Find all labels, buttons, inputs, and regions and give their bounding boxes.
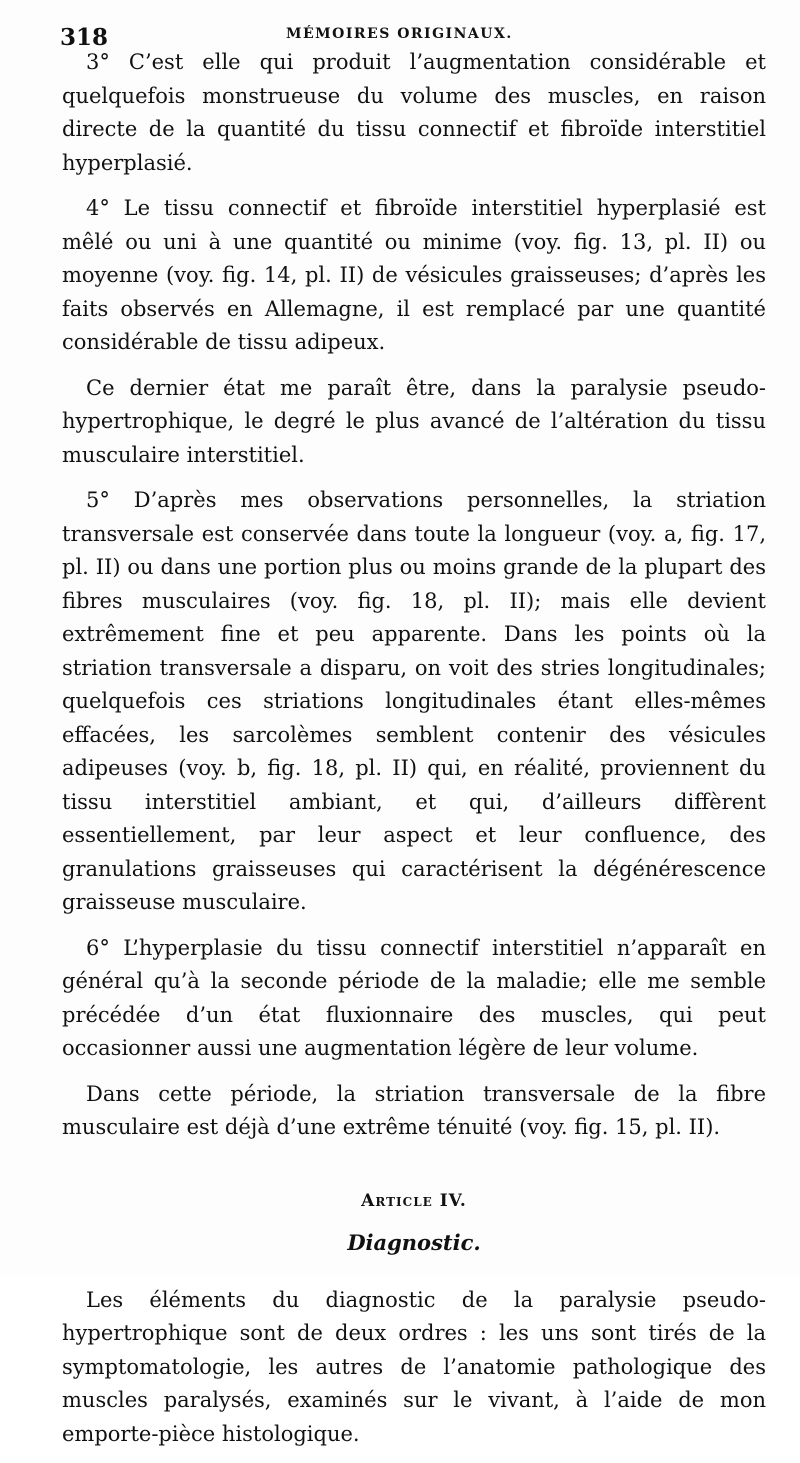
closing-paragraph: Les éléments du diagnostic de la paralysie pseudo-hypertrophique sont de deux ordres : les uns sont tirés de la symptomatologie, les autres de l’anatomie pathologique des muscles paralysés, examinés sur le vivant, à l’aide de mon emporte-pièce histologique. [62,1287,766,1446]
article-heading: Article IV. [361,1190,467,1211]
body-text [62,46,766,1463]
page-number: 318 [60,24,109,51]
paragraph-6: 6° L’hyperplasie du tissu connectif interstitiel n’apparaît en général qu’à la seconde période de la maladie; elle me semble précédée d’un état fluxionnaire des muscles, qui peut occasionner aussi une augmentation légère de leur volume. [62,935,766,1060]
paragraph-4: 4° Le tissu connectif et fibroïde interstitiel hyperplasié est mêlé ou uni à une quantité ou minime (voy. fig. 13, pl. II) ou moyenne (voy. fig. 14, pl. II) de vésicules graisseuses; d’après les faits observés en Allemagne, il est remplacé par une quantité considérable de tissu adipeux. [62,196,766,354]
paragraph-6-continued: Dans cette période, la striation transversale de la fibre musculaire est déjà d’une extrême ténuité (voy. fig. 15, pl. II). [62,1081,766,1139]
running-title: MÉMOIRES ORIGINAUX. [286,26,513,42]
paragraph-3: 3° C’est elle qui produit l’augmentation considérable et quelquefois monstrueuse du volume des muscles, en raison directe de la quantité du tissu connectif et fibroïde interstitiel hyperplasié. [62,50,766,175]
paragraph-4-continued: Ce dernier état me paraît être, dans la paralysie pseudo-hypertrophique, le degré le plus avancé de l’altération du tissu musculaire interstitiel. [62,375,766,467]
section-heading: Diagnostic. [347,1230,481,1255]
paragraph-5: 5° D’après mes observations personnelles, la striation transversale est conservée dans toute la longueur (voy. a, fig. 17, pl. II) ou dans une portion plus ou moins grande de la plupart des fibres musculaires (voy. fig. 18, pl. II); mais elle devient extrêmement fine et peu apparente. Dans les points où la striation transversale a disparu, on voit des stries longitudinales; quelquefois ces striations longitudinales étant elles-mêmes effacées, les sarcolèmes semblent contenir des vésicules adipeuses (voy. b, fig. 18, pl. II) qui, en réalité, proviennent du tissu interstitiel ambiant, et qui, d’ailleurs diffèrent essentiellement, par leur aspect et leur confluence, des granulations graisseuses qui caractérisent la dégénérescence graisseuse musculaire. [62,488,766,914]
